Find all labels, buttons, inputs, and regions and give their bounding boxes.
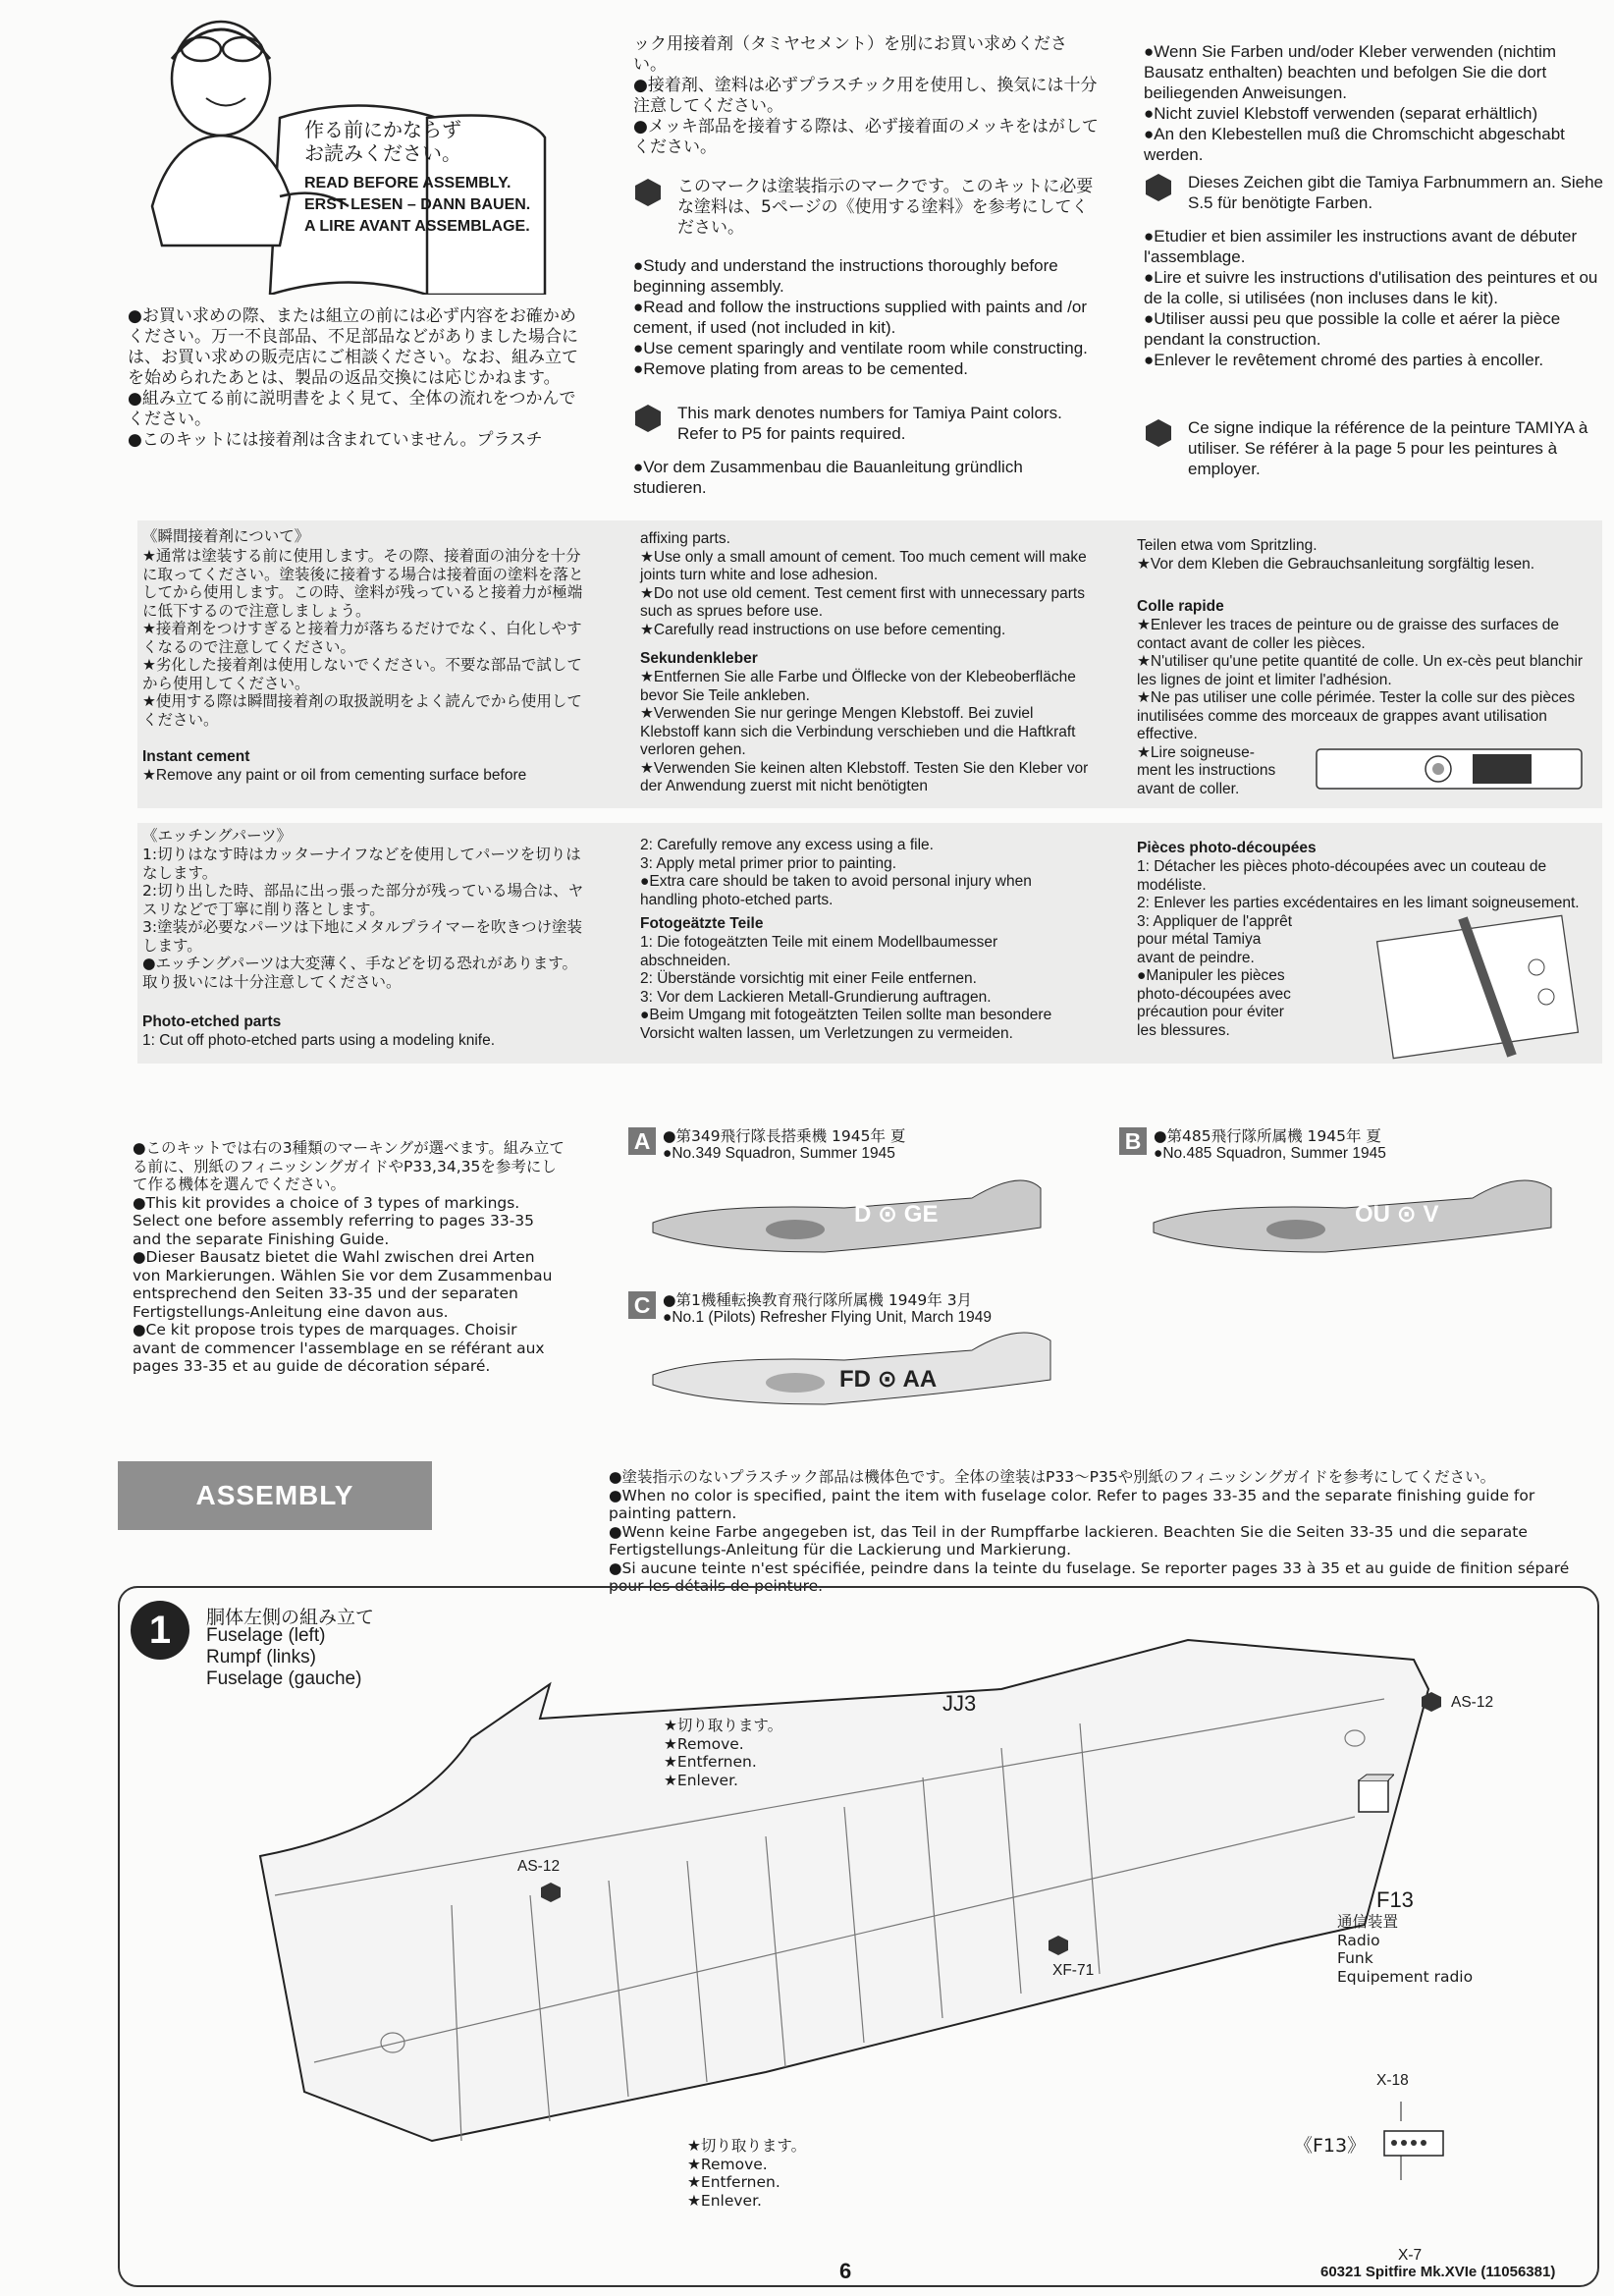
part-jj3-label: JJ3	[942, 1691, 977, 1716]
intro-fr-mark: Ce signe indique la référence de la peinture TAMIYA à utiliser. Se référer à la page 5 pour les peintures à employer.	[1188, 418, 1588, 478]
assembly-note: ●塗装指示のないプラスチック部品は機体色です。全体の塗装はP33～P35や別紙のフィニッシングガイドを参考にしてください。 ●When no color is specified, paint the item with fuselage color. Refer to pages 33-35 and the separate finishing guide for painting pattern. ●Wenn keine Farbe angegeben ist, das Teil in der Rumpffarbe lackieren. Beachten Sie die Seiten 33-35 und die separate Fertigstellungs-Anleitung für die Lackierung und Markierung. ●Si aucune teinte n'est spécifiée, peindre dans la teinte du fuselage. Se reporter pages 33 à 35 et au guide de finition séparé pour les détails de peinture.	[609, 1468, 1570, 1595]
intro-jp-mark: このマークは塗装指示のマークです。このキットに必要な塗料は、5ページの《使用する塗料》を参考にしてください。	[677, 177, 1094, 238]
photoetch-de-body: 1: Die fotogeätzten Teile mit einem Modellbaumesser abschneiden. 2: Überstände vorsichtig mit einer Feile entfernen. 3: Vor dem Lackieren Metall-Grundierung auftragen. ●Beim Umgang mit fotogeätzten Teilen sollte man besondere Vorsicht walten lassen, um Verletzungen zu vermeiden.	[640, 934, 1052, 1042]
option-a-badge: A	[628, 1127, 656, 1155]
option-b-badge: B	[1119, 1127, 1147, 1155]
cement-en-body2: affixing parts. ★Use only a small amount of cement. Too much cement will make joints turn white and lose adhesion. ★Do not use old cement. Test cement first with unnecessary parts such as sprues before use. ★Carefully read instructions on use before cementing.	[640, 530, 1087, 638]
cement-jp-title: 《瞬間接着剤について》	[142, 527, 310, 545]
read-before-jp: 作る前にかならず お読みください。	[304, 118, 461, 165]
paint-mark-icon	[633, 403, 663, 432]
step-1-number: 1	[131, 1601, 189, 1660]
option-c-en: ●No.1 (Pilots) Refresher Flying Unit, March 1949	[663, 1309, 992, 1326]
paint-mark-icon	[633, 177, 663, 206]
intro-en-col2: ●Study and understand the instructions thoroughly before beginning assembly. ●Read and follow the instructions supplied with paints and /or cement, if used (not included in kit). ●Use cement sparingly and ventilate room while constructing. ●Remove plating from areas to be cemented.	[633, 256, 1088, 378]
intro-de-mark: Dieses Zeichen gibt die Tamiya Farbnummern an. Siehe S.5 für benötigte Farben.	[1188, 173, 1604, 212]
kit-code: 60321 Spitfire Mk.XVIe (11056381)	[1320, 2264, 1556, 2280]
markings-intro: ●このキットでは右の3種類のマーキングが選べます。組み立てる前に、別紙のフィニッシングガイドやP33,34,35を参考にして作る機体を選んでください。 ●This kit provides a choice of 3 types of markings. Select one before assembly referring to pages 33-35 and the separate Finishing Guide. ●Dieser Bausatz bietet die Wahl zwischen drei Arten von Markierungen. Wählen Sie vor dem Zusammenbau entsprechend den Seiten 33-35 und der separaten Fertigstellungs-Anleitung eine davon aus. ●Ce kit propose trois types de marquages. Choisir avant de commencer l'assemblage en se référant aux pages 33-35 et au guide de décoration séparé.	[133, 1139, 565, 1375]
paint-mark-icon	[1144, 172, 1173, 201]
f13-detail-label: 《F13》	[1294, 2135, 1367, 2157]
photoetch-en-title: Photo-etched parts	[142, 1013, 282, 1030]
cement-de-title: Sekundenkleber	[640, 650, 758, 667]
cement-fr-title: Colle rapide	[1137, 598, 1224, 615]
intro-de-col3: ●Wenn Sie Farben und/oder Kleber verwenden (nichtim Bausatz enthalten) beachten und befolgen Sie die dort beiliegenden Anweisungen. ●Nicht zuviel Klebstoff verwenden (separat erhältlich) ●An den Klebestellen muß die Chromschicht abgeschabt werden.	[1144, 42, 1565, 164]
remove-callout-top: ★切り取ります。 ★Remove. ★Entfernen. ★Enlever.	[664, 1717, 783, 1789]
intro-en-mark: This mark denotes numbers for Tamiya Paint colors. Refer to P5 for paints required.	[677, 404, 1062, 443]
photoetch-fr-title: Pièces photo-découpées	[1137, 840, 1317, 856]
paint-xf71: XF-71	[1052, 1962, 1095, 1979]
paint-icon	[1048, 1935, 1069, 1956]
cement-de-body1: ★Entfernen Sie alle Farbe und Ölflecke von der Klebeoberfläche bevor Sie Teile ankleben. ★Verwenden Sie nur geringe Mengen Klebstoff. Bei zuviel Klebstoff kann sich die Verbindung verschieben und die Haftkraft verloren gehen. ★Verwenden Sie keinen alten Klebstoff. Testen Sie den Kleber vor der Anwendung zuerst mit nicht benötigten	[640, 669, 1089, 794]
paint-icon	[1421, 1691, 1442, 1713]
option-b-code: OU ⊙ V	[1355, 1201, 1439, 1228]
paint-icon	[540, 1882, 562, 1903]
cement-en-body1: ★Remove any paint or oil from cementing surface before	[142, 767, 527, 784]
photoetch-jp-body: 1:切りはなす時はカッターナイフなどを使用してパーツを切りはなします。 2:切り出した時、部品に出っ張った部分が残っている場合は、ヤスリなどで丁寧に削り落とします。 3:塗装が必要なパーツは下地にメタルプライマーを吹きつけ塗装します。 ●エッチングパーツは大変薄く、手などを切る恐れがあります。取り扱いには十分注意してください。	[142, 846, 584, 991]
photoetch-en-body1: 1: Cut off photo-etched parts using a modeling knife.	[142, 1032, 496, 1049]
paint-mark-icon	[1144, 417, 1173, 447]
cement-fr-body: ★Enlever les traces de peinture ou de graisse des surfaces de contact avant de coller les pièces. ★N'utiliser qu'une petite quantité de colle. Un ex-cès peut blanchir les lignes de joint et limiter l'adhésion. ★Ne pas utiliser une colle périmée. Tester la colle sur des pièces inutilisées comme des morceaux de grappes avant utilisation effective. ★Lire soigneuse- ment les instructions avant de coller.	[1137, 617, 1584, 797]
read-before-de: ERST LESEN – DANN BAUEN.	[304, 196, 531, 213]
f13-detail-drawing	[1379, 2102, 1448, 2190]
read-before-en: READ BEFORE ASSEMBLY.	[304, 175, 511, 191]
option-a-jp: ●第349飛行隊長搭乗機 1945年 夏	[663, 1127, 906, 1145]
radio-part-drawing	[1355, 1773, 1394, 1817]
remove-callout-bottom: ★切り取ります。 ★Remove. ★Entfernen. ★Enlever.	[687, 2137, 807, 2210]
option-b-jp: ●第485飛行隊所属機 1945年 夏	[1154, 1127, 1381, 1145]
paint-x18: X-18	[1376, 2072, 1409, 2089]
photoetch-de-title: Fotogeätzte Teile	[640, 915, 764, 932]
cement-jp-body: ★通常は塗装する前に使用します。その際、接着面の油分を十分に取ってください。塗装後に接着する場合は接着面の塗料を落としてから使用します。この時、塗料が残っていると接着力が極端に低下するので注意しましょう。 ★接着剤をつけすぎると接着力が落ちるだけでなく、白化しやすくなるので注意してください。 ★劣化した接着剤は使用しないでください。不要な部品で試してから使用してください。 ★使用する際は瞬間接着剤の取扱説明をよく読んでから使用してください。	[142, 547, 584, 729]
option-a-code: D ⊙ GE	[854, 1201, 939, 1228]
cement-de-body2: Teilen etwa vom Spritzling. ★Vor dem Kleben die Gebrauchsanleitung sorgfältig lesen.	[1137, 537, 1535, 573]
option-c-code: FD ⊙ AA	[839, 1366, 938, 1393]
step-1-title-de: Rumpf (links)	[206, 1647, 316, 1667]
cement-en-title: Instant cement	[142, 748, 250, 765]
intro-jp-col1: ●お買い求めの際、または組立の前には必ず内容をお確かめください。万一不良部品、不足部品などがありました場合には、お買い求めの販売店にご相談ください。なお、組み立てを始められたあとは、製品の返品交換には応じかねます。 ●組み立てる前に説明書をよく見て、全体の流れをつかんでください。 ●このキットには接着剤は含まれていません。プラスチ	[128, 306, 578, 450]
step-1-title-fr: Fuselage (gauche)	[206, 1668, 362, 1689]
f13-description: 通信装置 Radio Funk Equipement radio	[1337, 1913, 1474, 1986]
option-c-badge: C	[628, 1291, 656, 1319]
photoetch-en-body2: 2: Carefully remove any excess using a file. 3: Apply metal primer prior to painting. ●Extra care should be taken to avoid personal injury when handling photo-etched parts.	[640, 837, 1032, 908]
photoetch-fr-body: 1: Détacher les pièces photo-découpées avec un couteau de modéliste. 2: Enlever les parties excédentaires en les limant soigneusement. 3: Appliquer de l'apprêt pour métal Tamiya avant de peindre. ●Manipuler les pièces photo-découpées avec précaution pour éviter les blessures.	[1137, 858, 1580, 1039]
step-1-title-en: Fuselage (left)	[206, 1625, 326, 1646]
option-b-en: ●No.485 Squadron, Summer 1945	[1154, 1145, 1386, 1162]
photo-etch-illustration	[1365, 908, 1590, 1066]
photoetch-jp-title: 《エッチングパーツ》	[142, 827, 293, 845]
intro-fr-col3: ●Etudier et bien assimiler les instructions avant de débuter l'assemblage. ●Lire et suivre les instructions d'utilisation des peintures et ou de la colle, si utilisées (non incluses dans le kit). ●Utiliser aussi peu que possible la colle et aérer la pièce pendant la construction. ●Enlever le revêtement chromé des parties à encoller.	[1144, 227, 1598, 369]
assembly-title: ASSEMBLY	[118, 1461, 432, 1530]
cement-tube-illustration	[1316, 744, 1590, 793]
intro-de-col2: ●Vor dem Zusammenbau die Bauanleitung gründlich studieren.	[633, 458, 1023, 497]
page-number: 6	[839, 2259, 852, 2283]
step-1-title-jp: 胴体左側の組み立て	[206, 1607, 375, 1628]
paint-as12-left: AS-12	[517, 1858, 561, 1875]
option-c-jp: ●第1機種転換教育飛行隊所属機 1949年 3月	[663, 1291, 973, 1309]
paint-as12-right: AS-12	[1451, 1694, 1494, 1711]
paint-x7: X-7	[1398, 2247, 1423, 2264]
intro-jp-col2: ック用接着剤（タミヤセメント）を別にお買い求めください。 ●接着剤、塗料は必ずプラスチック用を使用し、換気には十分注意してください。 ●メッキ部品を接着する際は、必ず接着面のメッキをはがしてください。	[633, 34, 1099, 157]
fuselage-left-drawing	[255, 1630, 1433, 2180]
read-before-fr: A LIRE AVANT ASSEMBLAGE.	[304, 218, 530, 235]
part-f13-label: F13	[1376, 1887, 1414, 1912]
option-a-en: ●No.349 Squadron, Summer 1945	[663, 1145, 895, 1162]
